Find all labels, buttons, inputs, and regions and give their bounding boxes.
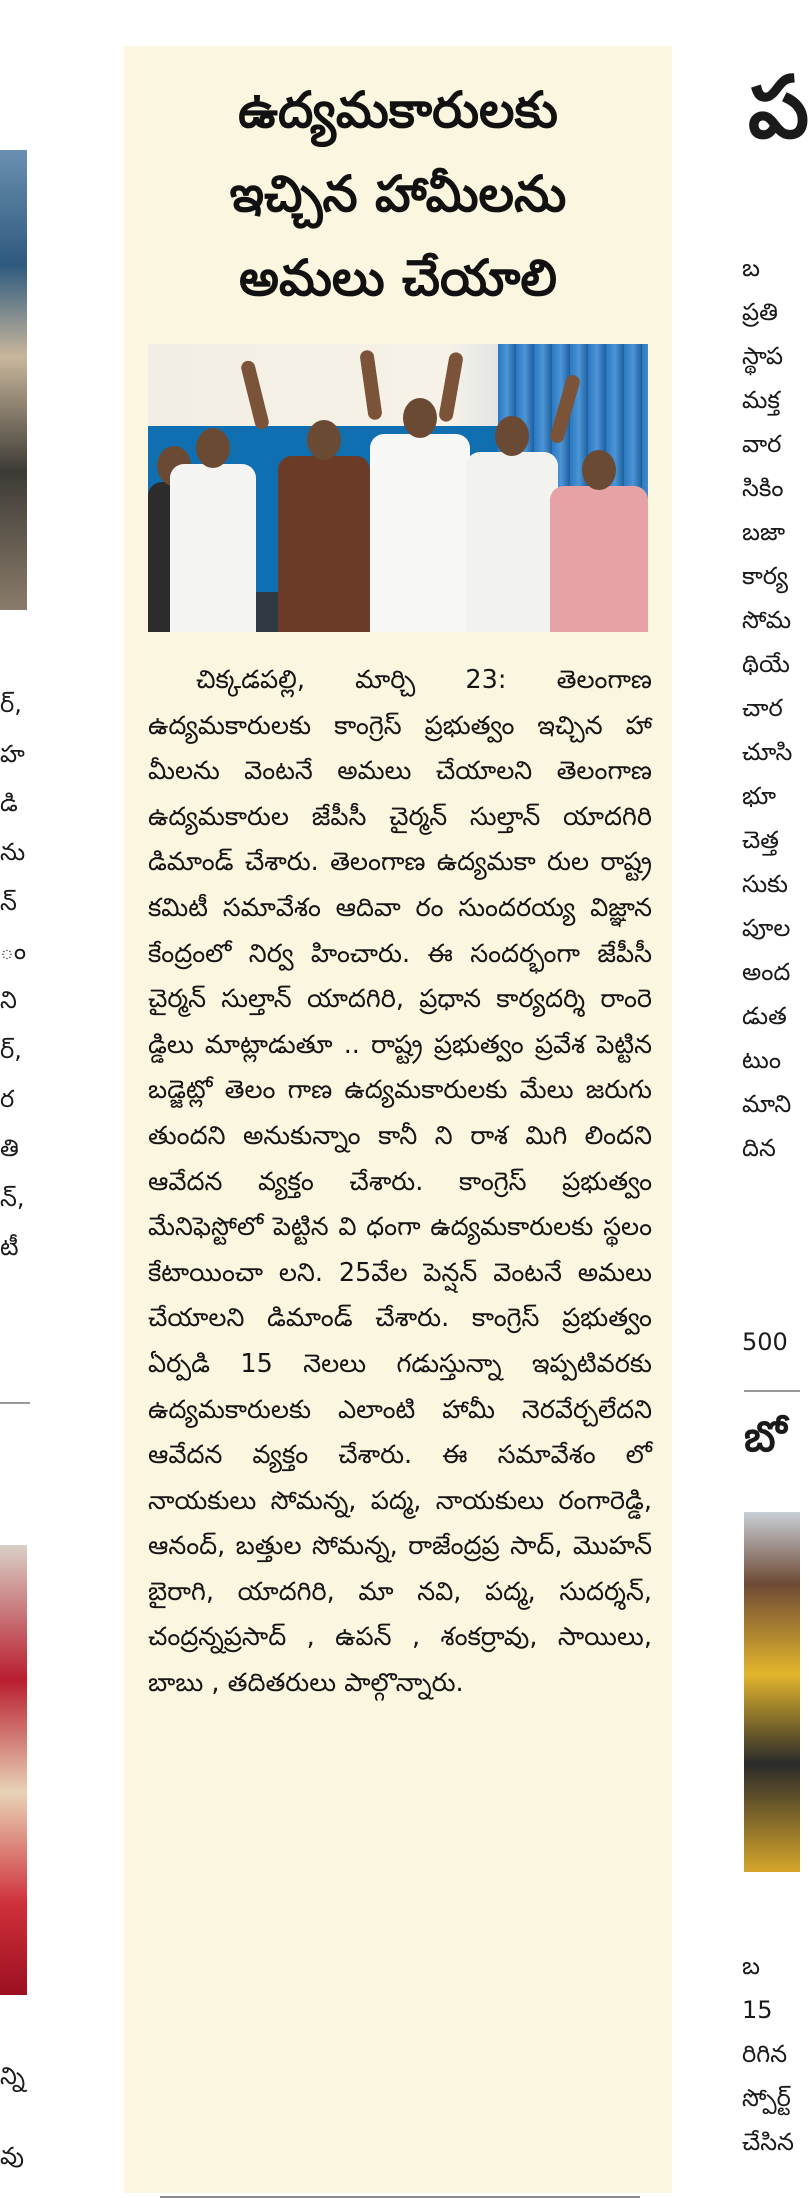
right-column-photo bbox=[744, 1512, 800, 1872]
headline-line: ఉద్యమకారులకు bbox=[238, 81, 558, 139]
right-fragment: 500 bbox=[742, 1328, 788, 1356]
right-column-divider bbox=[744, 1390, 800, 1392]
left-fragment: న్, bbox=[0, 1184, 25, 1212]
article-body: చిక్కడపల్లి, మార్చి 23: తెలంగాణ ఉద్యమకారులకు కాంగ్రెస్ ప్రభుత్వం ఇచ్చిన హా మీలను వెంటనే అమలు చేయాలని తెలంగాణ ఉద్యమకారుల జేపీసీ చైర్మన్ సుల్తాన్ యాదగిరి డిమాండ్ చేశారు. తెలంగాణ ఉద్యమకా రుల రాష్ట్ర కమిటీ సమావేశం ఆదివా రం సుందరయ్య విజ్ఞాన కేంద్రంలో నిర్వ హించారు. ఈ సందర్భంగా జేపీసీ చైర్మన్ సుల్తాన్ యాదగిరి, ప్రధాన కార్యదర్శి రాంరె డ్డిలు మాట్లాడుతూ .. రాష్ట్ర ప్రభుత్వం ప్రవేశ పెట్టిన బడ్జెట్లో తెలం గాణ ఉద్యమకారులకు మేలు జరుగు తుందని అనుకున్నాం కానీ ని రాశ మిగి లిందని ఆవేదన వ్యక్తం చేశారు. కాంగ్రెస్ ప్రభుత్వం మేనిఫెస్టోలో పెట్టిన వి ధంగా ఉద్యమకారులకు స్థలం కేటాయించా లని. 25వేల పెన్షన్ వెంటనే అమలు చేయాలని డిమాండ్ చేశారు. కాంగ్రెస్ ప్రభుత్వం ఏర్పడి 15 నెలలు గడుస్తున్నా ఇప్పటివరకు ఉద్యమకారులకు ఎలాంటి హామీ నెరవేర్చలేదని ఆవేదన వ్యక్తం చేశారు. ఈ సమావేశం లో నాయకులు సోమన్న, పద్మ, నాయకులు రంగారెడ్డి, ఆనంద్, బత్తుల సోమన్న, రాజేంద్రప్ర సాద్, మొహన్ బైరాగి, యాదగిరి, మా నవి, పద్మ, సుదర్శన్, చంద్రన్నప్రసాద్ , ఉపన్ , శంకర్రావు, సాయిలు, బాబు , తదితరులు పాల్గొన్నారు. bbox=[148, 665, 652, 1699]
right-fragment: బ bbox=[742, 1952, 760, 1980]
photo-person bbox=[278, 456, 370, 632]
right-fragment: థియే bbox=[742, 650, 790, 678]
left-fragment: ను bbox=[0, 838, 26, 866]
right-fragment: స్పోర్ట్ bbox=[742, 2084, 791, 2112]
right-fragment: సికిం bbox=[742, 474, 784, 502]
left-fragment: తి bbox=[0, 1134, 19, 1162]
left-fragment: న్ bbox=[0, 888, 17, 916]
right-fragment: చూసి bbox=[742, 738, 793, 766]
left-column-divider bbox=[0, 1402, 30, 1404]
photo-person bbox=[550, 486, 648, 632]
right-fragment: కార్య bbox=[742, 562, 789, 590]
left-fragment: ర్, bbox=[0, 690, 22, 718]
article-photo bbox=[148, 344, 648, 632]
left-fragment: ర్, bbox=[0, 1036, 22, 1064]
right-fragment: చెత్త bbox=[742, 826, 779, 854]
right-fragment: 15 bbox=[742, 1996, 773, 2024]
right-neighbour-column bbox=[740, 0, 809, 2193]
photo-person bbox=[370, 434, 470, 632]
article-headline bbox=[124, 68, 672, 320]
right-fragment: రిగిన bbox=[742, 2040, 788, 2068]
right-fragment: స్థాప bbox=[742, 342, 784, 370]
right-fragment: టుం bbox=[742, 1046, 781, 1074]
right-fragment: పూల bbox=[742, 914, 791, 942]
left-neighbour-column bbox=[0, 0, 30, 2193]
right-fragment: సోమ bbox=[742, 606, 792, 634]
right-fragment: మక్త bbox=[742, 386, 780, 414]
right-fragment: బజా bbox=[742, 518, 786, 546]
right-fragment: దిన bbox=[742, 1134, 776, 1162]
right-fragment: చార bbox=[742, 694, 783, 722]
right-fragment: ప్రతి bbox=[742, 298, 778, 326]
left-column-photo-bottom bbox=[0, 1545, 27, 1995]
headline-line: అమలు చేయాలి bbox=[238, 249, 558, 307]
right-fragment: అంద bbox=[742, 958, 791, 986]
left-fragment: డి bbox=[0, 789, 18, 817]
left-fragment: న్ని bbox=[0, 2062, 26, 2090]
right-fragment: సుకు bbox=[742, 870, 788, 898]
photo-person bbox=[466, 452, 558, 632]
headline-line: ఇచ్చిన హామీలను bbox=[229, 165, 567, 223]
right-fragment: చేసిన bbox=[742, 2128, 794, 2156]
right-column-subheadline: బో bbox=[744, 1412, 787, 1461]
right-fragment: మాని bbox=[742, 1090, 792, 1118]
left-fragment: ర bbox=[0, 1085, 15, 1113]
left-fragment: టీ bbox=[0, 1233, 19, 1261]
right-fragment: వార bbox=[742, 430, 782, 458]
news-article bbox=[124, 46, 672, 2193]
right-fragment: డుత bbox=[742, 1002, 787, 1030]
right-column-headline: ప bbox=[748, 58, 809, 158]
left-column-photo-top bbox=[0, 150, 27, 610]
left-fragment: వు bbox=[0, 2142, 24, 2170]
left-fragment: హ bbox=[0, 740, 25, 768]
right-fragment: భూ bbox=[742, 782, 777, 810]
right-fragment: బ bbox=[742, 254, 760, 282]
left-fragment: ని bbox=[0, 986, 17, 1014]
photo-person bbox=[170, 464, 256, 632]
left-fragment: ం bbox=[0, 937, 27, 965]
